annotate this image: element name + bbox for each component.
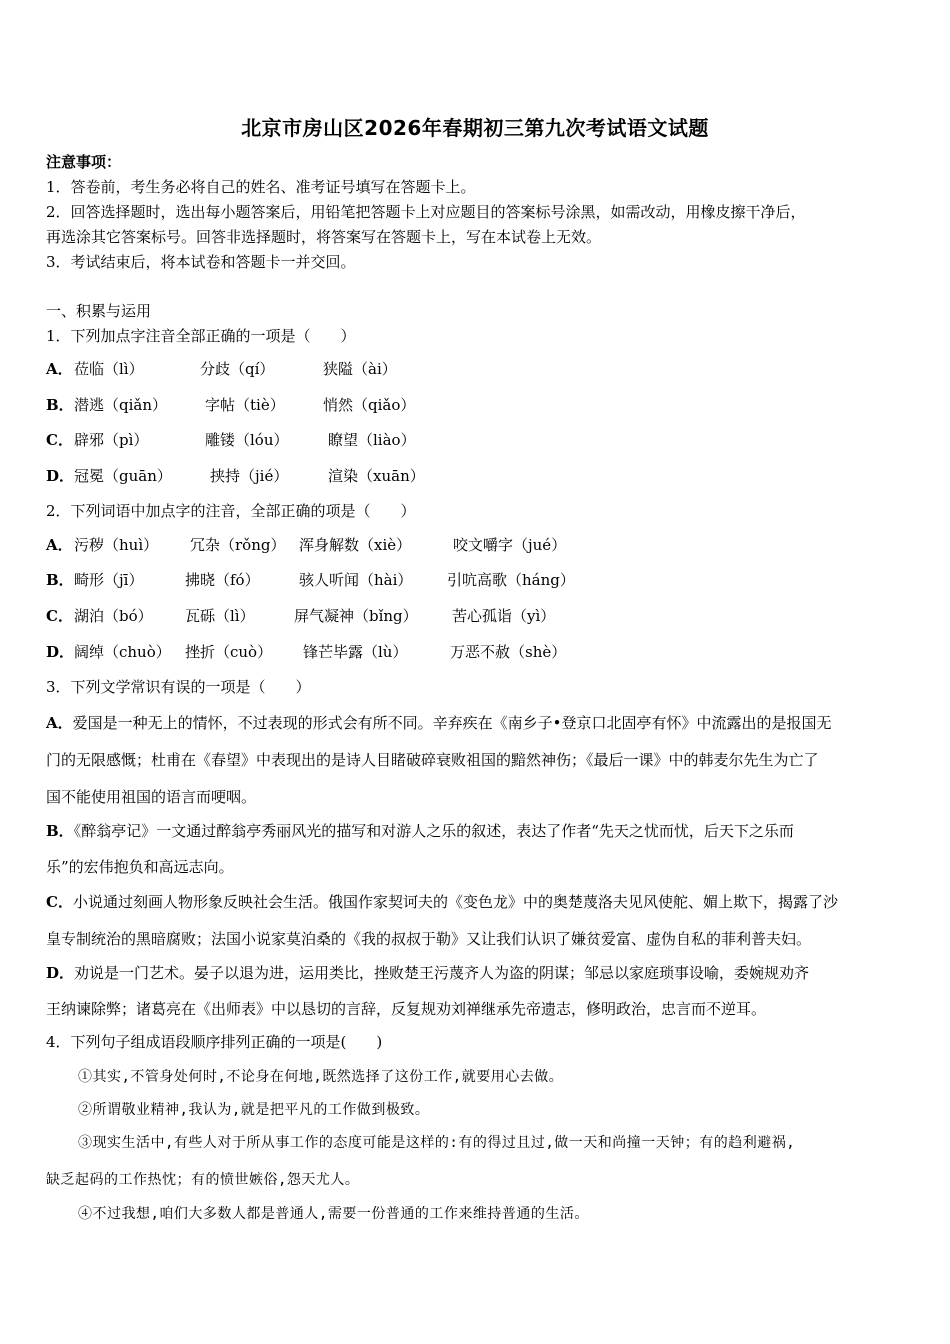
notice-item-1: 1．答卷前，考生务必将自己的姓名、准考证号填写在答题卡上。 <box>46 178 476 196</box>
notice-item-2: 2．回答选择题时，选出每小题答案后，用铅笔把答题卡上对应题目的答案标号涂黑，如需改动，用橡皮擦干净后， <box>46 203 806 221</box>
q1-stem: 1．下列加点字注音全部正确的一项是（ ） <box>46 327 356 345</box>
q4-sentence-4: ④不过我想,咱们大多数人都是普通人,需要一份普通的工作来维持普通的生活。 <box>78 1206 589 1222</box>
exam-page: 北京市房山区2026年春期初三第九次考试语文试题 注意事项： 1．答卷前，考生务必将自己的姓名、准考证号填写在答题卡上。 2．回答选择题时，选出每小题答案后，用铅笔把答题卡上对应题目的答案标号涂黑，如需改动，用橡皮擦干净后， 再选涂其它答案标号。回答非选择题时，将答案写在答题卡上，写在本试卷上无效。 3．考试结束后，将本试卷和答题卡一并交回。 一、积累与运用 1．下列加点字注音全部正确的一项是（ ） A． 莅临（lì） 分歧（qí） 狭隘（ài） B． 潜逃（qiǎn） 字帖（tiè） 悄然（qiǎo） C． 辟邪（pì） 雕镂（lóu） 瞭望（liào） D． 冠冕（guān） 挟持（jié） 渲染（xuān） 2．下列词语中加点字的注音，全部正确的项是（ ） A． 污秽（huì） 冗杂（rǒng） 浑身解数（xiè） 咬文嚼字（jué） B． 畸形（jī） 拂晓（fó） 骇人听闻（hài） 引吭高歌（háng） C． 湖泊（bó） 瓦砾（lì） 屏气凝神（bǐng） 苦心孤诣（yì） D． 阔绰（chuò） 挫折（cuò） 锋芒毕露（lù） 万恶不赦（shè） 3．下列文学常识有误的一项是（ ） A．爱国是一种无上的情怀，不过表现的形式会有所不同。辛弃疾在《南乡子•登京口北固亭有怀》中流露出的是报国无 门的无限感慨；杜甫在《春望》中表现出的是诗人目睹破碎衰败祖国的黯然神伤；《最后一课》中的韩麦尔先生为亡了 国不能使用祖国的语言而哽咽。 B．《醉翁亭记》一文通过醉翁亭秀丽风光的描写和对游人之乐的叙述，表达了作者“先天之忧而忧，后天下之乐而 乐”的宏伟抱负和高远志向。 C．小说通过刻画人物形象反映社会生活。俄国作家契诃夫的《变色龙》中的奥楚蔑洛夫见风使舵、媚上欺下，揭露了沙 皇专制统治的黑暗腐败；法国小说家莫泊桑的《我的叔叔于勒》又让我们认识了嫌贫爱富、虚伪自私的菲利普夫妇。 D．劝说是一门艺术。晏子以退为进，运用类比，挫败楚王污蔑齐人为盗的阴谋；邹忌以家庭琐事设喻，委婉规劝齐 王纳谏除弊；诸葛亮在《出师表》中以恳切的言辞，反复规劝刘禅继承先帝遗志，修明政治，忠言而不逆耳。 4．下列句子组成语段顺序排列正确的一项是( ) ①其实,不管身处何时,不论身在何地,既然选择了这份工作,就要用心去做。 ②所谓敬业精神,我认为,就是把平凡的工作做到极致。 ③现实生活中,有些人对于所从事工作的态度可能是这样的:有的得过且过,做一天和尚撞一天钟；有的趋利避祸, 缺乏起码的工作热忱；有的愤世嫉俗,怨天尤人。 ④不过我想,咱们大多数人都是普通人,需要一份普通的工作来维持普通的生活。 <box>0 0 950 1344</box>
q4-stem: 4．下列句子组成语段顺序排列正确的一项是( ) <box>46 1033 383 1051</box>
q4-sentence-1: ①其实,不管身处何时,不论身在何地,既然选择了这份工作,就要用心去做。 <box>78 1069 564 1085</box>
notice-item-3: 3．考试结束后，将本试卷和答题卡一并交回。 <box>46 253 356 271</box>
q3-stem: 3．下列文学常识有误的一项是（ ） <box>46 678 311 696</box>
q4-sentence-2: ②所谓敬业精神,我认为,就是把平凡的工作做到极致。 <box>78 1102 430 1118</box>
exam-title: 北京市房山区2026年春期初三第九次考试语文试题 <box>241 116 709 140</box>
q4-sentence-3: ③现实生活中,有些人对于所从事工作的态度可能是这样的:有的得过且过,做一天和尚撞一天钟；有的趋利避祸, <box>78 1135 796 1151</box>
notice-item-2-cont: 再选涂其它答案标号。回答非选择题时，将答案写在答题卡上，写在本试卷上无效。 <box>46 228 602 246</box>
q2-stem: 2．下列词语中加点字的注音，全部正确的项是（ ） <box>46 502 416 520</box>
notice-heading: 注意事项： <box>46 153 122 171</box>
section-heading: 一、积累与运用 <box>46 302 152 320</box>
q4-sentence-3-cont: 缺乏起码的工作热忱；有的愤世嫉俗,怨天尤人。 <box>46 1172 360 1188</box>
